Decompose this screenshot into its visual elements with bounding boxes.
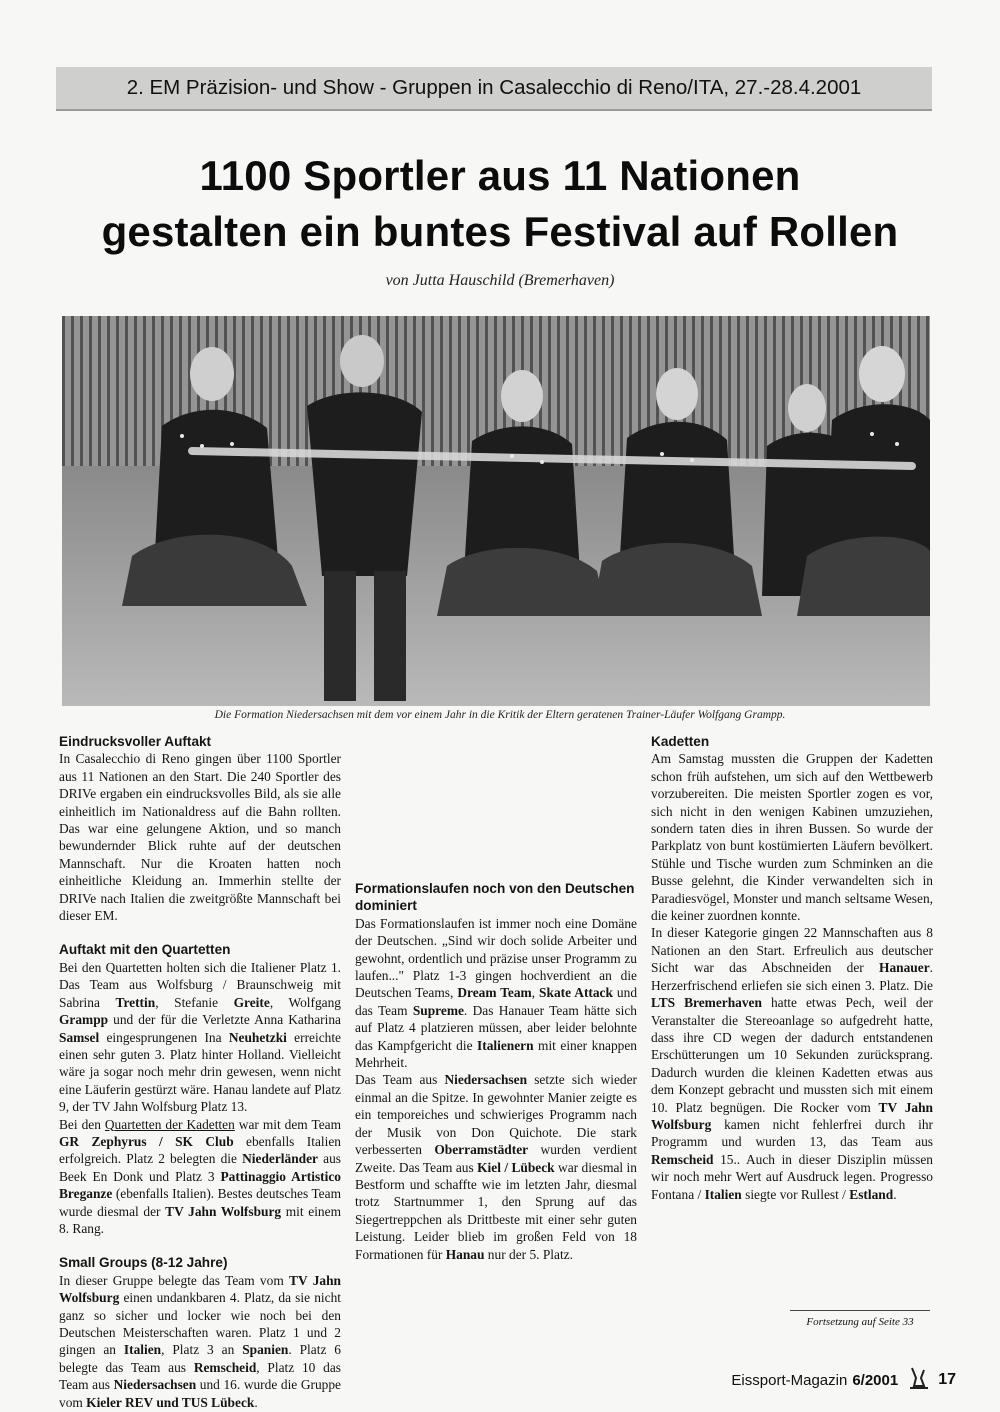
paragraph: Bei den Quartetten holten sich die Italiener Platz 1. Das Team aus Wolfsburg / Braunschweig mit Sabrina Trettin, Stefanie Greite, Wolfgang Grampp und der für die Verletzte Anna Katharina Samsel eingesprungenen Ina Neuhetzki erreichte einen sehr guten 3. Platz hinter Holland. Vielleicht wäre ja sogar noch mehr drin gewesen, wenn nicht eine Läuferin gestürzt wäre. Hanau landete auf Platz 9, der TV Jahn Wolfsburg Platz 13. xyxy=(59,959,341,1115)
article-photo xyxy=(62,316,930,706)
page-footer xyxy=(716,1366,956,1394)
skate-logo-icon xyxy=(908,1366,930,1394)
photo-caption: Die Formation Niedersachsen mit dem vor einem Jahr in die Kritik der Eltern geratenen Trainer-Läufer Wolfgang Grampp. xyxy=(214,709,786,721)
column-1 xyxy=(59,733,341,1411)
headline xyxy=(20,148,980,260)
column-3 xyxy=(651,733,933,1203)
event-banner xyxy=(56,67,932,111)
headline-line-2: gestalten ein buntes Festival auf Rollen xyxy=(101,208,899,255)
paragraph: Das Team aus Niedersachsen setzte sich wieder einmal an die Spitze. In gewohnter Manier zeigte es ein temporeiches und schwieriges Programm nach der Musik von Don Quichote. Die stark verbesserten Oberramstädter wurden verdient Zweite. Das Team aus Kiel / Lübeck war diesmal in Bestform und schaffte wie im letzten Jahr, diesmal trotz Startnummer 1, den Sprung auf das Siegertreppchen als Drittbeste mit einer sehr guten Leistung. Leider blieb im großen Feld von 18 Formationen für Hanau nur der 5. Platz. xyxy=(355,1072,637,1262)
paragraph: Am Samstag mussten die Gruppen der Kadetten schon früh aufstehen, um sich auf den Wettbewerb vorzubereiten. Die meisten Sportler zogen es vor, sich nicht in den wenigen Kabinen umzuziehen, sondern taten dies in ihren Bussen. So wurde der Parkplatz von bunt kostümierten Läufern bevölkert. Stühle und Tische wurden zum Schminken an die Busse gelehnt, die Kinder verwandelten sich in Paradiesvögel, Monster und manch seltsame Wesen, die keiner zuordnen konnte. xyxy=(651,751,933,924)
column-2-main xyxy=(355,880,637,1263)
section-heading: Formationslaufen noch von den Deutschen dominiert xyxy=(355,881,635,914)
issue-number: 6/2001 xyxy=(852,1371,899,1389)
paragraph: In Casalecchio di Reno gingen über 1100 Sportler aus 11 Nationen an den Start. Die 240 Sportler des DRIVe ergaben ein eindrucksvolles Bild, als sie alle einheitlich im Nationaldress auf die Bahn rollten. Das war eine gelungene Aktion, und so manch bewundernder Blick ruhte auf der deutschen Mannschaft. Nur die Kroaten hatten noch einheitliche Kleidung an. Immerhin stellte der DRIVe nach Italien die zweitgrößte Mannschaft bei dieser EM. xyxy=(59,751,341,924)
event-banner-text: 2. EM Präzision- und Show - Gruppen in Casalecchio di Reno/ITA, 27.-28.4.2001 xyxy=(126,76,862,99)
paragraph: In dieser Kategorie gingen 22 Mannschaften aus 8 Nationen an den Start. Erfreulich aus deutscher Sicht war das Abschneiden der Hanauer. Herzerfrischend erliefen sie sich einen 3. Platz. Die LTS Bremerhaven hatte etwas Pech, weil der Veranstalter die Stereoanlage so aufgedreht hatte, dass ihre CD wegen der dadurch entstandenen Erschütterungen um 10 Sekunden zurücksprang. Dadurch wurden die kleinen Kadetten etwas aus dem Konzept gebracht und mussten sich mit einem 10. Platz begnügen. Die Rocker vom TV Jahn Wolfsburg kamen nicht fehlerfrei durch ihr Programm und wurden 13, das Team aus Remscheid 15.. Auch in dieser Disziplin müssen wir noch mehr Wert auf Ausdruck legen. Progresso Fontana / Italien siegte vor Rullest / Estland. xyxy=(651,925,933,1202)
paragraph: Das Formationslaufen ist immer noch eine Domäne der Deutschen. „Sind wir doch solide Arbeiter und gewohnt, ordentlich und präzise unser Programm zu laufen..." Platz 1-3 gingen hochverdient an die Deutschen Teams, Dream Team, Skate Attack und das Team Supreme. Das Hanauer Team hätte sich auf Platz 4 platzieren müssen, aber leider belohnte das Kampfgericht die Italienern mit einer knappen Mehrheit. xyxy=(355,915,638,1071)
byline: von Jutta Hauschild (Bremerhaven) xyxy=(385,272,615,289)
paragraph: In dieser Gruppe belegte das Team vom TV Jahn Wolfsburg einen undankbaren 4. Platz, da sie nicht ganz so sicher und locker wie noch bei den Deutschen Meisterschaften waren. Platz 1 und 2 gingen an Italien, Platz 3 an Spanien. Platz 6 belegte das Team aus Remscheid, Platz 10 das Team aus Niedersachsen und 16. wurde die Gruppe vom Kieler REV und TUS Lübeck. xyxy=(59,1272,342,1410)
page-number: 17 xyxy=(938,1371,956,1388)
section-heading: Auftakt mit den Quartetten xyxy=(59,942,231,958)
section-heading: Kadetten xyxy=(651,734,710,749)
section-heading: Eindrucksvoller Auftakt xyxy=(59,734,212,749)
paragraph: Bei den Quartetten der Kadetten war mit dem Team GR Zephyrus / SK Club ebenfalls Italien erfolgreich. Platz 2 belegten die Niederländer aus Beek En Donk und Platz 3 Pattinaggio Artistico Breganze (ebenfalls Italien). Bestes deutsches Team wurde diesmal der TV Jahn Wolfsburg mit einem 8. Rang. xyxy=(59,1116,341,1236)
section-heading: Small Groups (8-12 Jahre) xyxy=(59,1255,228,1271)
continuation-note: Fortsetzung auf Seite 33 xyxy=(790,1310,930,1328)
magazine-name: Eissport-Magazin xyxy=(731,1371,848,1389)
headline-line-1: 1100 Sportler aus 11 Nationen xyxy=(199,152,801,199)
